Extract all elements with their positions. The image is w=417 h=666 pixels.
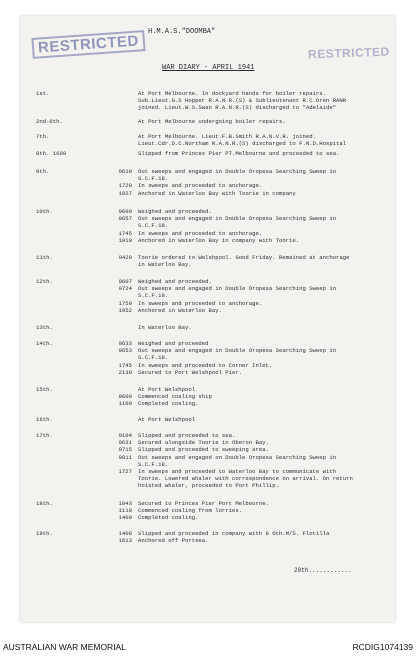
entry-date	[36, 347, 92, 354]
entry-line	[36, 307, 386, 314]
entry-date: 19th.	[36, 530, 53, 537]
entry-text: Secured to Port Welshpool Pier.	[138, 368, 243, 376]
entry-line	[36, 215, 386, 222]
entry-line	[36, 175, 386, 182]
entry-text: hoisted whaler, proceeded to Port Phillip.	[138, 482, 279, 490]
entry-text: Completed coaling.	[138, 514, 199, 522]
entry-line	[36, 133, 386, 140]
entry-time: 1408	[118, 530, 132, 537]
entry-time: 0633	[118, 340, 132, 347]
entry-line	[36, 292, 386, 299]
entry-date	[36, 454, 92, 461]
entry-time	[92, 104, 138, 111]
entry-line	[36, 354, 386, 361]
archive-credit: AUSTRALIAN WAR MEMORIAL	[3, 642, 126, 652]
entry-line	[36, 482, 386, 489]
entry-time	[92, 292, 138, 299]
entry-time	[92, 90, 138, 97]
diary-entry	[36, 432, 386, 490]
entry-line	[36, 118, 386, 125]
entry-text: In sweeps and proceeded to Waterloo Bay to communicate with	[138, 468, 337, 476]
entry-date: 15th.	[36, 386, 53, 393]
entry-time	[92, 461, 138, 468]
entry-text: Out sweeps and engaged in Double Oropesa Searching Sweep in	[138, 285, 337, 293]
signature-line: 20th............	[294, 567, 352, 574]
entry-time: 0715	[118, 446, 132, 454]
diary-entry	[36, 324, 386, 331]
entry-text: Slipped and proceeded to sweeping area.	[138, 446, 269, 454]
diary-entry	[36, 118, 386, 125]
entry-text: Slipped and proceeded in company with 8 Oth.M/S. Flotilla	[138, 530, 330, 537]
entry-date: 1st.	[36, 90, 50, 97]
entry-text: Sub.Lieut.G.S Hopper R.A.N.R.(S) & Sublieutenant R.C.Oren RANR	[138, 97, 347, 105]
entry-line	[36, 454, 386, 461]
entry-line	[36, 182, 386, 189]
diary-entry	[36, 208, 386, 244]
entry-time: 1745	[118, 361, 132, 369]
entry-time: 0631	[118, 439, 132, 447]
entry-time: 0657	[118, 215, 132, 223]
entry-text: Secured alongside Toorie in Oberon Bay.	[138, 439, 269, 447]
entry-line	[36, 90, 386, 97]
entry-time: 1952	[118, 306, 132, 314]
entry-text: In sweeps and proceeded to anchorage.	[138, 182, 263, 190]
entry-line	[36, 500, 386, 507]
entry-line	[36, 140, 386, 147]
entry-time: 0653	[118, 347, 132, 355]
entry-time	[92, 261, 138, 268]
entry-date	[36, 475, 92, 482]
entry-line	[36, 285, 386, 292]
ship-title: H.M.A.S."DOOMBA"	[148, 28, 216, 36]
entry-date	[36, 461, 92, 468]
entry-text: In sweeps and proceeded to anchorage.	[138, 299, 263, 307]
entry-date	[36, 507, 92, 514]
entry-text: S.C.F.18.	[138, 292, 169, 300]
entry-time	[92, 354, 138, 361]
entry-line	[36, 168, 386, 175]
entry-time: 1043	[118, 500, 132, 507]
diary-entry	[36, 530, 386, 544]
entry-date	[36, 182, 92, 189]
entry-date	[36, 261, 92, 268]
entry-text: Out sweeps and engaged in Double Oropesa Searching Sweep in	[138, 215, 337, 223]
entry-text: Secured to Princes Pier Port Melbourne.	[138, 500, 269, 507]
diary-entry	[36, 90, 386, 112]
entry-text: At Port Melbourne. In dockyard hands for boiler repairs.	[138, 90, 326, 97]
entry-date	[36, 468, 92, 475]
entry-text: S.C.F.18.	[138, 222, 169, 230]
entry-date	[36, 439, 92, 446]
entry-text: Anchored in Waterloo Bay.	[138, 306, 222, 314]
entry-date	[36, 222, 92, 229]
entry-time	[92, 150, 138, 157]
entry-text: In Waterloo Bay.	[138, 324, 192, 331]
entry-date	[36, 175, 92, 182]
entry-text: Commenced coaling ship	[138, 393, 212, 401]
entry-line	[36, 104, 386, 111]
entry-date	[36, 446, 92, 453]
entry-time	[92, 140, 138, 147]
restricted-stamp-faded: RESTRICTED	[307, 44, 390, 62]
entry-text: Toorie. Lowered whaler with correspondence on arrival. On return	[138, 475, 353, 483]
entry-line	[36, 446, 386, 453]
entry-date: 12th.	[36, 278, 53, 285]
entry-line	[36, 97, 386, 104]
entry-date	[36, 514, 92, 521]
entry-text: in Waterloo Bay.	[138, 261, 192, 269]
diary-entry	[36, 416, 386, 423]
entry-line	[36, 537, 386, 544]
entry-line	[36, 461, 386, 468]
entry-time: 0724	[118, 285, 132, 293]
entry-text: Out sweeps and engaged on Double Oropesa Searching Sweep in	[138, 453, 337, 461]
entry-time	[92, 324, 138, 331]
entry-text: Anchored off Portsea.	[138, 537, 209, 545]
entry-text: Weighed and proceeded	[138, 340, 209, 347]
entry-text: In sweeps and proceeded to Corner Inlet.	[138, 361, 273, 369]
entry-text: Slipped and proceeded to sea.	[138, 432, 236, 439]
diary-entry	[36, 168, 386, 197]
entry-date: 9th.	[36, 168, 50, 175]
entry-date	[36, 237, 92, 244]
entry-time: 2130	[118, 368, 132, 376]
entry-text: In sweeps and proceeded to anchorage.	[138, 229, 263, 237]
entry-date: 7th.	[36, 133, 50, 140]
entry-time	[92, 475, 138, 482]
entry-time: 1613	[118, 537, 132, 545]
entry-time	[92, 386, 138, 393]
entry-text: Anchored in Waterloo Bay in company with Toorie.	[138, 236, 300, 244]
entry-text: Weighed and proceeded.	[138, 208, 212, 215]
diary-entry	[36, 254, 386, 268]
entry-time: 1400	[118, 514, 132, 522]
entry-date: 10th.	[36, 208, 53, 215]
entry-time: 1827	[118, 189, 132, 197]
restricted-stamp: RESTRICTED	[31, 30, 145, 59]
entry-text: At Port Welshpool	[138, 386, 196, 393]
entry-line	[36, 230, 386, 237]
entry-date: 2nd-6th.	[36, 118, 63, 125]
entry-line	[36, 416, 386, 423]
entry-time	[92, 97, 138, 104]
entry-time: 1750	[118, 299, 132, 307]
entry-date: 11th.	[36, 254, 53, 261]
entry-time: 0811	[118, 453, 132, 461]
entry-line	[36, 386, 386, 393]
entry-date	[36, 354, 92, 361]
entry-time: 0600	[118, 208, 132, 215]
entry-line	[36, 208, 386, 215]
entry-date: 17th.	[36, 432, 53, 439]
archive-reference: RCDIG1074139	[352, 642, 413, 652]
entry-date	[36, 537, 92, 544]
entry-line	[36, 362, 386, 369]
entry-line	[36, 340, 386, 347]
entry-date	[36, 292, 92, 299]
entry-line	[36, 475, 386, 482]
entry-date	[36, 97, 92, 104]
entry-line	[36, 324, 386, 331]
entry-date	[36, 369, 92, 376]
entry-line	[36, 514, 386, 521]
entry-line	[36, 222, 386, 229]
entry-text: At Port Melbourne. Lieut.F.B.Smith R.A.N.V.R. joined.	[138, 133, 316, 140]
entry-date	[36, 362, 92, 369]
entry-line	[36, 278, 386, 285]
entry-text: Commenced coaling from lorries.	[138, 507, 243, 515]
entry-date: 16th.	[36, 416, 53, 423]
entry-date	[36, 307, 92, 314]
entry-line	[36, 150, 386, 157]
entry-text: Completed coaling.	[138, 400, 199, 408]
entry-time: 0607	[118, 278, 132, 285]
entry-time: 0104	[118, 432, 132, 439]
entry-line	[36, 237, 386, 244]
entry-time	[92, 118, 138, 125]
entry-date	[36, 400, 92, 407]
entry-time: 1727	[118, 468, 132, 476]
entry-text: Out sweeps and engaged in Double Oropesa Searching Sweep in	[138, 168, 337, 175]
entry-date: 14th.	[36, 340, 53, 347]
entry-text: S.C.F.18.	[138, 354, 169, 362]
diary-entry	[36, 150, 386, 157]
entry-text: Anchored in Waterloo Bay with Toorie in company	[138, 189, 296, 197]
entry-date	[36, 190, 92, 197]
entry-text: Weighed and proceeded.	[138, 278, 212, 285]
entry-date	[36, 285, 92, 292]
entry-time	[92, 222, 138, 229]
diary-title: WAR DIARY - APRIL 1941	[162, 64, 255, 72]
diary-entry	[36, 133, 386, 147]
entry-time	[92, 175, 138, 182]
entry-line	[36, 300, 386, 307]
entry-text: Toorie ordered to Welshpool. Good Friday. Remained at anchorage	[138, 254, 350, 261]
entry-text: S.C.F.18.	[138, 460, 169, 468]
entry-time: 1910	[118, 236, 132, 244]
entry-text: At Port Welshpool	[138, 416, 196, 423]
entry-line	[36, 393, 386, 400]
diary-entry	[36, 500, 386, 522]
entry-line	[36, 261, 386, 268]
entry-line	[36, 507, 386, 514]
entry-time: 0420	[118, 254, 132, 261]
entry-line	[36, 190, 386, 197]
entry-date	[36, 104, 92, 111]
entry-line	[36, 369, 386, 376]
entry-text: Lieut.Cdr.D.C.Northam R.A.N.R.(S) discharged to F.N.D.Hospital	[138, 140, 347, 148]
entry-date: 18th.	[36, 500, 53, 507]
entry-time	[92, 133, 138, 140]
entry-text: S.C.F.18.	[138, 175, 169, 183]
entry-date: 8th. 1600	[36, 150, 67, 157]
diary-entry	[36, 386, 386, 408]
entry-date	[36, 215, 92, 222]
entry-date	[36, 140, 92, 147]
entry-time: 0610	[118, 168, 132, 175]
entry-time: 1100	[118, 400, 132, 408]
entry-time	[92, 416, 138, 423]
entry-text: joined. Lieut.W.S.Swan R.A.N.R.(S) discharged to "Adelaide"	[138, 104, 337, 112]
diary-entry	[36, 278, 386, 314]
entry-date	[36, 482, 92, 489]
entry-date: 13th.	[36, 324, 53, 331]
entry-time: 0600	[118, 393, 132, 401]
entry-text: Out sweeps and engaged in Double Oropesa Searching Sweep in	[138, 347, 337, 355]
entry-time: 1745	[118, 229, 132, 237]
entry-date	[36, 393, 92, 400]
entry-time	[92, 482, 138, 489]
entry-line	[36, 400, 386, 407]
entry-line	[36, 432, 386, 439]
entry-line	[36, 254, 386, 261]
diary-entry	[36, 340, 386, 376]
entry-time: 1720	[118, 182, 132, 190]
entry-text: Slipped from Princes Pier PT.Melbourne and proceeded to sea.	[138, 150, 340, 157]
entry-line	[36, 347, 386, 354]
entry-line	[36, 468, 386, 475]
entry-line	[36, 530, 386, 537]
entry-time: 1110	[118, 507, 132, 515]
entry-line	[36, 439, 386, 446]
entry-date	[36, 300, 92, 307]
entry-date	[36, 230, 92, 237]
entry-text: At Port Melbourne undergoing boiler repairs.	[138, 118, 286, 125]
